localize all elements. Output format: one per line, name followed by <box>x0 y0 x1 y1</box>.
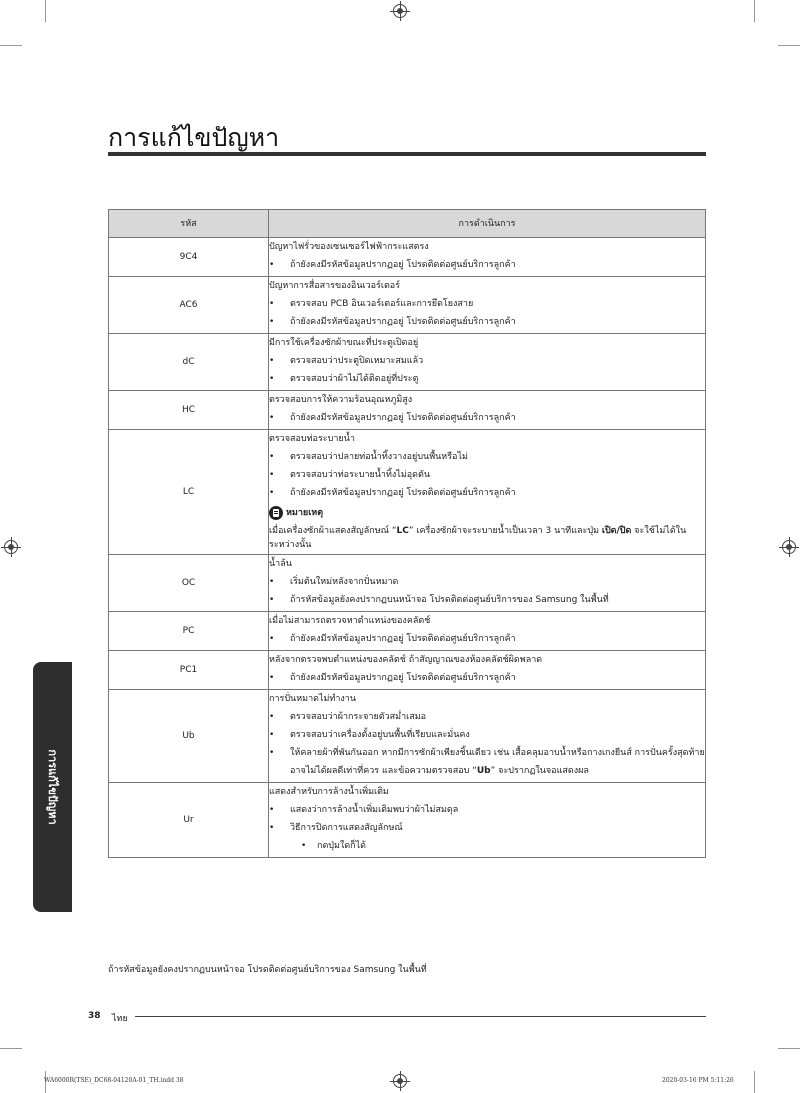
header-action: การดำเนินการ <box>269 210 706 238</box>
bullet-item: • ถ้ายังคงมีรหัสข้อมูลปรากฏอยู่ โปรดติดต่อศูนย์บริการลูกค้า <box>269 488 516 498</box>
error-code-table <box>108 209 706 858</box>
table-row <box>109 651 706 690</box>
sub-bullet-item: • กดปุ่มใดก็ได้ <box>301 841 366 851</box>
registration-mark-icon <box>393 4 407 18</box>
registration-mark-icon <box>393 1074 407 1088</box>
bullet-item: • วิธีการปิดการแสดงสัญลักษณ์ <box>269 823 403 833</box>
crop-mark-top-right-h <box>778 45 800 46</box>
action-cell <box>269 277 706 334</box>
action-title: แสดงสำหรับการล้างน้ำเพิ่มเติม <box>269 787 389 797</box>
footnote: ถ้ารหัสข้อมูลยังคงปรากฏบนหน้าจอ โปรดติดต่อศูนย์บริการของ Samsung ในพื้นที่ <box>108 965 427 975</box>
error-code: 9C4 <box>109 238 269 277</box>
bullet-item: • แสดงว่าการล้างน้ำเพิ่มเติมพบว่าผ้าไม่สมดุล <box>269 805 459 815</box>
action-cell <box>269 430 706 555</box>
error-code: LC <box>109 430 269 555</box>
registration-mark-icon <box>782 540 796 554</box>
action-title: ตรวจสอบการให้ความร้อนอุณหภูมิสูง <box>269 395 413 405</box>
crop-mark-bottom-right-h <box>778 1048 800 1049</box>
bullet-item: • ตรวจสอบว่าผ้ากระจายตัวสม่ำเสมอ <box>269 712 427 722</box>
crop-mark-bottom-right-v <box>754 1071 755 1093</box>
action-cell <box>269 391 706 430</box>
error-code: dC <box>109 334 269 391</box>
bullet-item: • ตรวจสอบว่าผ้าไม่ได้ติดอยู่ที่ประตู <box>269 374 419 384</box>
bullet-item: • ถ้ารหัสข้อมูลยังคงปรากฏบนหน้าจอ โปรดติดต่อศูนย์บริการของ Samsung ในพื้นที่ <box>269 595 609 605</box>
error-code: PC <box>109 612 269 651</box>
error-code: AC6 <box>109 277 269 334</box>
action-cell <box>269 651 706 690</box>
page-number: 38 <box>88 1011 101 1021</box>
bullet-item: • ตรวจสอบว่าปลายท่อน้ำทิ้งวางอยู่บนพื้นหรือไม่ <box>269 452 468 462</box>
title-rule <box>108 152 706 156</box>
action-cell <box>269 690 706 783</box>
action-title: ปัญหาไฟรั่วของเซนเซอร์ไฟฟ้ากระแสตรง <box>269 242 429 252</box>
bullet-item: • ถ้ายังคงมีรหัสข้อมูลปรากฏอยู่ โปรดติดต่อศูนย์บริการลูกค้า <box>269 317 516 327</box>
action-title: ปัญหาการสื่อสารของอินเวอร์เตอร์ <box>269 281 401 291</box>
action-cell <box>269 555 706 612</box>
action-cell <box>269 334 706 391</box>
table-row <box>109 783 706 858</box>
note-heading <box>269 506 705 520</box>
table-row <box>109 277 706 334</box>
action-title: หลังจากตรวจพบตำแหน่งของคลัตช์ ถ้าสัญญาณของห้องคลัตช์ผิดพลาด <box>269 655 543 665</box>
table-row <box>109 391 706 430</box>
error-code: Ur <box>109 783 269 858</box>
bullet-item: • ถ้ายังคงมีรหัสข้อมูลปรากฏอยู่ โปรดติดต่อศูนย์บริการลูกค้า <box>269 413 516 423</box>
header-code: รหัส <box>109 210 269 238</box>
table-row <box>109 334 706 391</box>
crop-mark-top-left-h <box>0 45 22 46</box>
bullet-item: • ตรวจสอบว่าท่อระบายน้ำทิ้งไม่อุดตัน <box>269 470 431 480</box>
bullet-item: • ให้คลายผ้าที่พันกันออก หากมีการซักผ้าเพียงชิ้นเดียว เช่น เสื้อคลุมอาบน้ำหรือกางเกงยีนส์ การปั่นครั้งสุดท้าย <box>269 748 705 758</box>
table-row <box>109 238 706 277</box>
crop-mark-top-left-v <box>45 0 46 22</box>
bullet-item: • ตรวจสอบว่าประตูปิดเหมาะสมแล้ว <box>269 356 424 366</box>
action-cell <box>269 238 706 277</box>
crop-mark-top-right-v <box>754 0 755 22</box>
registration-mark-icon <box>4 540 18 554</box>
bullet-item: • เริ่มต้นใหม่หลังจากปั่นหมาด <box>269 577 399 587</box>
bullet-continuation: อาจไม่ได้ผลดีเท่าที่ควร และข้อความตรวจสอบ “Ub” จะปรากฏในจอแสดงผล <box>290 766 589 776</box>
note-text: เมื่อเครื่องซักผ้าแสดงสัญลักษณ์ “LC” เครื่องซักผ้าจะระบายน้ำเป็นเวลา 3 นาทีและปุ่ม เปิด/ปิด จะใช้ไม่ได้ในระหว่างนั้น <box>269 526 687 550</box>
error-code: PC1 <box>109 651 269 690</box>
language-label: ไทย <box>112 1014 128 1024</box>
action-title: เมื่อไม่สามารถตรวจหาตำแหน่งของคลัตช์ <box>269 616 431 626</box>
error-code: Ub <box>109 690 269 783</box>
print-timestamp: 2020-03-16 PM 5:11:26 <box>662 1077 734 1084</box>
table-row <box>109 555 706 612</box>
bullet-item: • ถ้ายังคงมีรหัสข้อมูลปรากฏอยู่ โปรดติดต่อศูนย์บริการลูกค้า <box>269 673 516 683</box>
bullet-item: • ถ้ายังคงมีรหัสข้อมูลปรากฏอยู่ โปรดติดต่อศูนย์บริการลูกค้า <box>269 634 516 644</box>
bullet-item: • ถ้ายังคงมีรหัสข้อมูลปรากฏอยู่ โปรดติดต่อศูนย์บริการลูกค้า <box>269 260 516 270</box>
table-row <box>109 430 706 555</box>
print-file-name: WA6000R(TSE)_DC68-04120A-01_TH.indd 38 <box>44 1077 184 1084</box>
crop-mark-bottom-left-h <box>0 1048 22 1049</box>
note-label: หมายเหตุ <box>286 508 324 518</box>
footer-rule <box>135 1016 706 1017</box>
bullet-item: • ตรวจสอบว่าเครื่องตั้งอยู่บนพื้นที่เรียบและมั่นคง <box>269 730 470 740</box>
action-cell <box>269 612 706 651</box>
note-icon <box>269 506 283 520</box>
action-title: มีการใช้เครื่องซักผ้าขณะที่ประตูเปิดอยู่ <box>269 338 419 348</box>
side-tab-label: การแก้ไขปัญหา <box>45 749 59 825</box>
action-title: การปั่นหมาดไม่ทำงาน <box>269 694 357 704</box>
action-title: ตรวจสอบท่อระบายน้ำ <box>269 434 355 444</box>
error-code: HC <box>109 391 269 430</box>
table-row <box>109 690 706 783</box>
error-code: OC <box>109 555 269 612</box>
side-tab <box>33 662 72 912</box>
action-cell <box>269 783 706 858</box>
table-header-row <box>109 210 706 238</box>
action-title: น้ำล้น <box>269 559 292 569</box>
page-title: การแก้ไขปัญหา <box>108 123 280 152</box>
bullet-item: • ตรวจสอบ PCB อินเวอร์เตอร์และการยึดโยงสาย <box>269 299 474 309</box>
table-row <box>109 612 706 651</box>
